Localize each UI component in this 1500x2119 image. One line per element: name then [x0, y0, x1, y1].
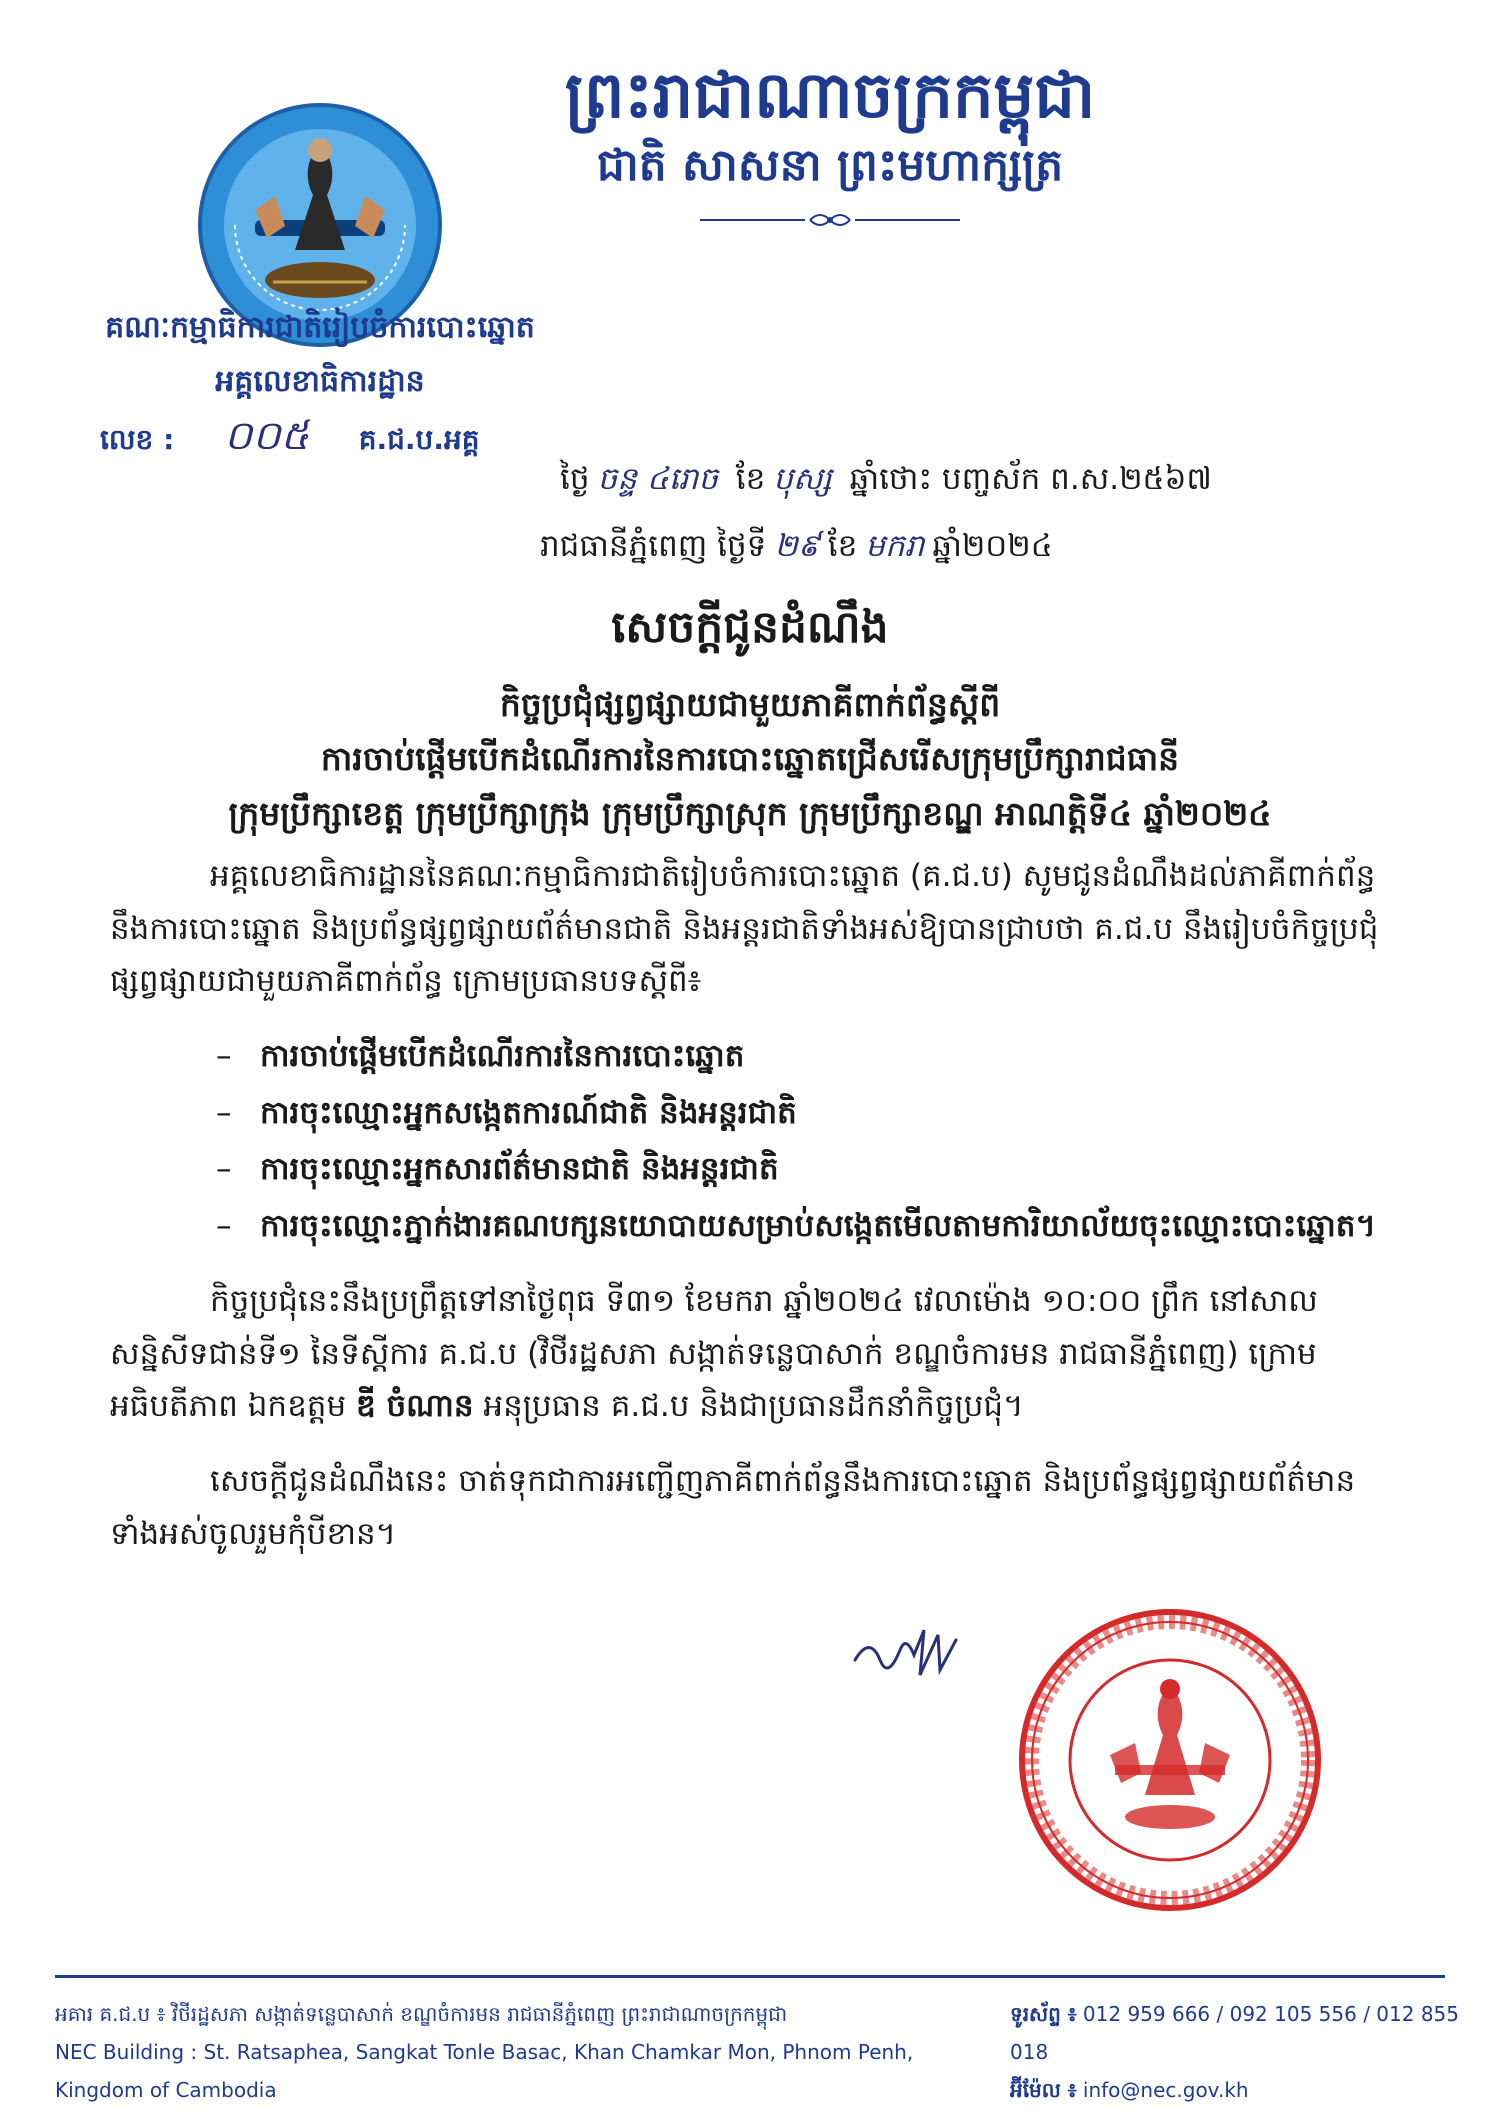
dash-bullet: –	[216, 1094, 232, 1131]
lunar-year: ឆ្នាំថោះ បញ្ចស័ក ព.ស.២៥៦៧	[849, 461, 1212, 497]
solar-day: ២៩	[774, 528, 820, 564]
meeting-paragraph	[110, 1275, 1395, 1433]
official-seal	[1015, 1605, 1325, 1915]
ornament-divider	[700, 210, 960, 230]
solar-month: មករា	[865, 528, 925, 564]
solar-month-prefix: ខែ	[827, 528, 858, 564]
notice-body	[110, 850, 1395, 1582]
footer-divider	[55, 1975, 1445, 1978]
subject-line-2: ការចាប់ផ្តើមបើកដំណើរការនៃការបោះឆ្នោតជ្រើសរើសក្រុមប្រឹក្សារាជធានី	[320, 739, 1180, 779]
ref-number: ០០៥	[224, 413, 309, 459]
lunar-month-prefix: ខែ	[735, 461, 766, 497]
ref-suffix: គ.ជ.ប.អគ្គ	[358, 423, 480, 456]
topic-text: ការចុះឈ្មោះភ្នាក់ងារគណបក្សនយោបាយសម្រាប់សង្កេតមើលតាមការិយាល័យចុះឈ្មោះបោះឆ្នោត។	[260, 1208, 1376, 1245]
list-item	[216, 1200, 1395, 1253]
footer-contacts	[1010, 1995, 1460, 2109]
lunar-date	[560, 460, 1212, 505]
notice-title: សេចក្តីជូនដំណឹង	[611, 602, 889, 653]
subject-line-1: កិច្ចប្រជុំផ្សព្វផ្សាយជាមួយភាគីពាក់ព័ន្ធស្តីពី	[499, 685, 1001, 724]
list-item	[216, 1143, 1395, 1196]
list-item	[216, 1030, 1395, 1083]
solar-year: ឆ្នាំ២០២៤	[932, 528, 1053, 564]
address-khmer: អគារ គ.ជ.ប ៖ វិថីរដ្ឋសភា សង្កាត់ទន្លេបាសាក់ ខណ្ឌចំការមន រាជធានីភ្នំពេញ ព្រះរាជាណាចក្រកម្ពុជា	[55, 2002, 788, 2026]
list-item	[216, 1087, 1395, 1140]
chair-name: ឌី ចំណាន	[356, 1388, 474, 1425]
institution-department: អគ្គលេខាធិការដ្ឋាន	[215, 364, 425, 399]
kingdom-motto-line: ជាតិ សាសនា ព្រះមហាក្សត្រ	[596, 139, 1064, 191]
lunar-day: ចន្ទ ៤រោច	[597, 461, 718, 497]
institution-name: គណៈកម្មាធិការជាតិរៀបចំការបោះឆ្នោត	[105, 310, 535, 345]
notice-title-block	[110, 600, 1390, 841]
ref-label: លេខ :	[100, 423, 175, 456]
reference-line	[100, 410, 480, 469]
lunar-month: បុស្ស	[773, 461, 832, 497]
topic-text: ការចុះឈ្មោះអ្នកសារព័ត៌មានជាតិ និងអន្តរជាតិ	[260, 1151, 779, 1188]
phone-label: ទូរស័ព្ទ ៖	[1010, 2002, 1077, 2026]
kingdom-motto	[520, 60, 1140, 234]
meeting-text-end: អនុប្រធាន គ.ជ.ប និងជាប្រធានដឹកនាំកិច្ចប្រជុំ។	[473, 1388, 1024, 1425]
subject-line-3: ក្រុមប្រឹក្សាខេត្ត ក្រុមប្រឹក្សាក្រុង ក្រុមប្រឹក្សាស្រុក ក្រុមប្រឹក្សាខណ្ឌ អាណត្តិទី៤ ឆ្នាំ២០២៤	[228, 793, 1272, 833]
dash-bullet: –	[216, 1151, 232, 1188]
phone-row	[1010, 1995, 1460, 2071]
closing-paragraph: សេចក្តីជូនដំណឹងនេះ ចាត់ទុកជាការអញ្ជើញភាគីពាក់ព័ន្ធនឹងការបោះឆ្នោត និងប្រព័ន្ធផ្សព្វផ្សាយព័ត៌មានទាំងអស់ចូលរួមកុំបីខាន។	[110, 1462, 1356, 1552]
email-row	[1010, 2071, 1460, 2109]
signature	[850, 1620, 980, 1690]
email-address: info@nec.gov.kh	[1082, 2078, 1249, 2102]
email-label: អ៊ីម៉ែល ៖	[1010, 2078, 1077, 2102]
institution-block	[60, 308, 580, 406]
phone-numbers: 012 959 666 / 092 105 556 / 012 855 018	[1010, 2002, 1459, 2064]
footer-address	[55, 1995, 995, 2109]
address-english: NEC Building : St. Ratsaphea, Sangkat Tonle Basac, Khan Chamkar Mon, Phnom Penh, Kingdom of Cambodia	[55, 2040, 914, 2102]
meeting-text: កិច្ចប្រជុំនេះនឹងប្រព្រឹត្តទៅនាថ្ងៃពុធ ទី៣១ ខែមករា ឆ្នាំ២០២៤ វេលាម៉ោង ១០:០០ ព្រឹក នៅសាលសន្និសីទជាន់ទី១ នៃទីស្តីការ គ.ជ.ប (វិថីរដ្ឋសភា សង្កាត់ទន្លេបាសាក់ ខណ្ឌចំការមន រាជធានីភ្នំពេញ) ក្រោមអធិបតីភាព ឯកឧត្តម	[110, 1282, 1318, 1425]
lunar-prefix: ថ្ងៃ	[560, 461, 590, 497]
dash-bullet: –	[216, 1208, 232, 1245]
topic-text: ការចុះឈ្មោះអ្នកសង្កេតការណ៍ជាតិ និងអន្តរជាតិ	[260, 1094, 797, 1131]
topic-list	[110, 1030, 1395, 1253]
solar-prefix: រាជធានីភ្នំពេញ ថ្ងៃទី	[540, 528, 767, 564]
intro-paragraph: អគ្គលេខាធិការដ្ឋាននៃគណៈកម្មាធិការជាតិរៀបចំការបោះឆ្នោត (គ.ជ.ប) សូមជូនដំណឹងដល់ភាគីពាក់ព័ន្ធនឹងការបោះឆ្នោត និងប្រព័ន្ធផ្សព្វផ្សាយព័ត៌មានជាតិ និងអន្តរជាតិទាំងអស់ឱ្យបានជ្រាបថា គ.ជ.ប នឹងរៀបចំកិច្ចប្រជុំផ្សព្វផ្សាយជាមួយភាគីពាក់ព័ន្ធ ក្រោមប្រធានបទស្តីពី៖	[110, 858, 1379, 1000]
kingdom-title: ព្រះរាជាណាចក្រកម្ពុជា	[564, 59, 1096, 133]
solar-date	[540, 527, 1053, 572]
dash-bullet: –	[216, 1038, 232, 1075]
topic-text: ការចាប់ផ្តើមបើកដំណើរការនៃការបោះឆ្នោត	[260, 1038, 745, 1075]
